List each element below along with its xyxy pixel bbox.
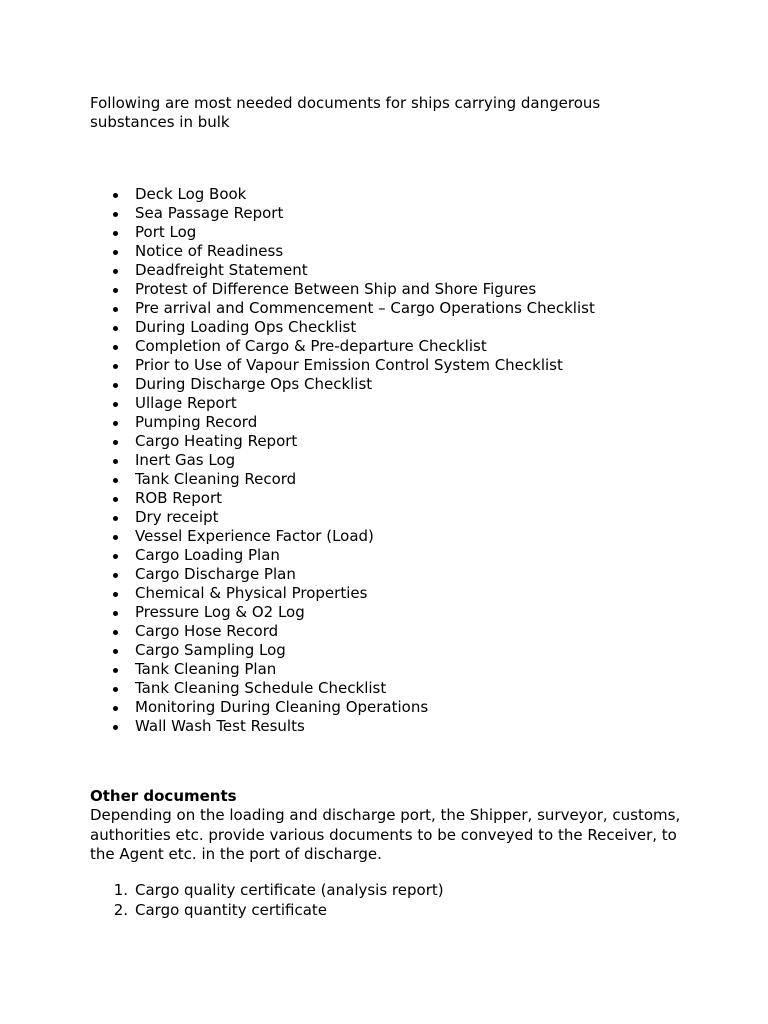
list-item (90, 698, 595, 717)
list-item (90, 318, 595, 337)
bullet-icon (113, 630, 118, 635)
numbered-item-label: Cargo quality certificate (analysis report) (135, 881, 444, 899)
numbered-item (90, 880, 444, 900)
list-item-label: Completion of Cargo & Pre-departure Checklist (135, 337, 487, 355)
list-item-label: Tank Cleaning Record (135, 470, 297, 488)
list-item-label: Inert Gas Log (135, 451, 236, 469)
bullet-icon (113, 611, 118, 616)
bullet-icon (113, 288, 118, 293)
list-item (90, 337, 595, 356)
bullet-icon (113, 250, 118, 255)
documents-list (90, 185, 595, 736)
other-documents-list (90, 880, 444, 920)
list-item (90, 261, 595, 280)
list-item (90, 546, 595, 565)
intro-paragraph: Following are most needed documents for ships carrying dangerous substances in bulk (90, 94, 601, 131)
list-item-label: ROB Report (135, 489, 223, 507)
list-item-label: Monitoring During Cleaning Operations (135, 698, 429, 716)
list-item (90, 299, 595, 318)
list-item (90, 527, 595, 546)
bullet-icon (113, 554, 118, 559)
list-item (90, 185, 595, 204)
list-item-label: Cargo Hose Record (135, 622, 279, 640)
list-item-label: Prior to Use of Vapour Emission Control System Checklist (135, 356, 563, 374)
bullet-icon (113, 592, 118, 597)
other-documents-paragraph: Depending on the loading and discharge port, the Shipper, surveyor, customs, authorities etc. provide various documents to be conveyed to the Receiver, to the Agent etc. in the port of discharge. (90, 806, 681, 863)
list-item (90, 489, 595, 508)
bullet-icon (113, 668, 118, 673)
bullet-icon (113, 307, 118, 312)
bullet-icon (113, 478, 118, 483)
list-item (90, 622, 595, 641)
list-item (90, 508, 595, 527)
bullet-icon (113, 516, 118, 521)
bullet-icon (113, 459, 118, 464)
bullet-icon (113, 402, 118, 407)
item-number: 2. (113, 901, 128, 919)
list-item-label: Dry receipt (135, 508, 219, 526)
bullet-icon (113, 364, 118, 369)
bullet-icon (113, 345, 118, 350)
list-item (90, 717, 595, 736)
bullet-icon (113, 212, 118, 217)
bullet-icon (113, 573, 118, 578)
list-item-label: Chemical & Physical Properties (135, 584, 368, 602)
bullet-icon (113, 421, 118, 426)
bullet-icon (113, 193, 118, 198)
list-item-label: Pressure Log & O2 Log (135, 603, 305, 621)
list-item (90, 603, 595, 622)
list-item-label: Ullage Report (135, 394, 237, 412)
list-item (90, 280, 595, 299)
list-item-label: During Loading Ops Checklist (135, 318, 357, 336)
list-item-label: Deadfreight Statement (135, 261, 308, 279)
item-number: 1. (113, 881, 128, 899)
list-item (90, 204, 595, 223)
list-item-label: Cargo Loading Plan (135, 546, 280, 564)
list-item-label: Sea Passage Report (135, 204, 284, 222)
numbered-item (90, 900, 444, 920)
list-item-label: Cargo Heating Report (135, 432, 298, 450)
list-item-label: Deck Log Book (135, 185, 247, 203)
list-item-label: Cargo Discharge Plan (135, 565, 296, 583)
list-item (90, 641, 595, 660)
list-item-label: Cargo Sampling Log (135, 641, 286, 659)
list-item (90, 223, 595, 242)
list-item (90, 584, 595, 603)
other-documents-heading: Other documents (90, 787, 237, 805)
bullet-icon (113, 231, 118, 236)
list-item (90, 356, 595, 375)
list-item (90, 470, 595, 489)
list-item-label: Pre arrival and Commencement – Cargo Operations Checklist (135, 299, 595, 317)
list-item (90, 375, 595, 394)
list-item-label: Wall Wash Test Results (135, 717, 305, 735)
list-item-label: Protest of Difference Between Ship and Shore Figures (135, 280, 537, 298)
bullet-icon (113, 269, 118, 274)
list-item-label: Vessel Experience Factor (Load) (135, 527, 374, 545)
list-item-label: Tank Cleaning Plan (135, 660, 277, 678)
list-item-label: During Discharge Ops Checklist (135, 375, 373, 393)
bullet-icon (113, 725, 118, 730)
bullet-icon (113, 440, 118, 445)
bullet-icon (113, 535, 118, 540)
list-item-label: Notice of Readiness (135, 242, 284, 260)
list-item (90, 394, 595, 413)
list-item-label: Pumping Record (135, 413, 258, 431)
bullet-icon (113, 687, 118, 692)
bullet-icon (113, 497, 118, 502)
list-item (90, 660, 595, 679)
numbered-item-label: Cargo quantity certificate (135, 901, 328, 919)
list-item (90, 413, 595, 432)
list-item-label: Port Log (135, 223, 197, 241)
list-item (90, 432, 595, 451)
list-item-label: Tank Cleaning Schedule Checklist (135, 679, 387, 697)
bullet-icon (113, 706, 118, 711)
bullet-icon (113, 383, 118, 388)
list-item (90, 242, 595, 261)
bullet-icon (113, 326, 118, 331)
list-item (90, 451, 595, 470)
list-item (90, 679, 595, 698)
list-item (90, 565, 595, 584)
bullet-icon (113, 649, 118, 654)
